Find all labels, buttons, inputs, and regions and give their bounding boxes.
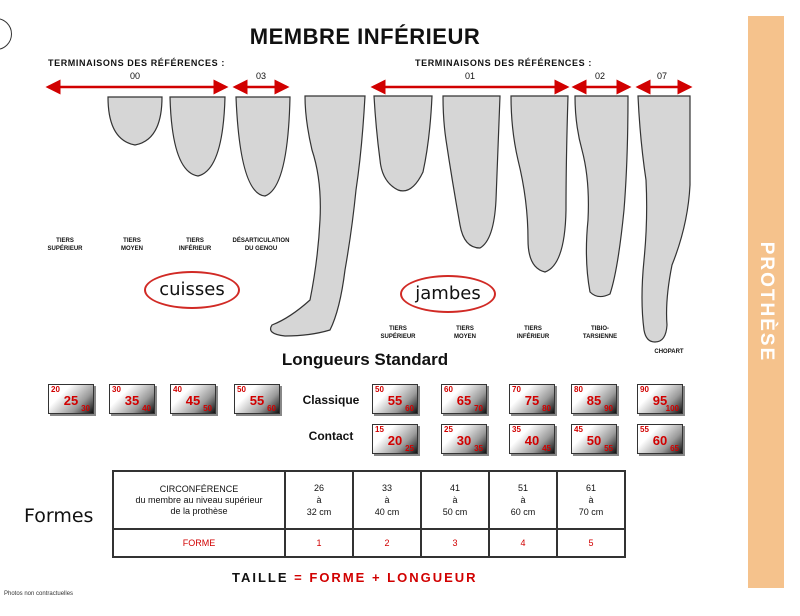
level-line: TIERS: [186, 238, 204, 244]
box-mid: 35: [124, 393, 140, 408]
circumference-range-cell: [353, 471, 421, 529]
range-line: à: [316, 495, 322, 505]
level-line: SUPÉRIEUR: [380, 334, 416, 340]
level-line: TIBIO-: [591, 326, 609, 332]
box-max: 40: [142, 404, 151, 413]
range-line: 50 cm: [442, 507, 468, 517]
footnote: Photos non contractuelles: [4, 591, 74, 597]
stump-jambe-tiers-moyen: [443, 96, 500, 248]
box-min: 55: [640, 425, 649, 434]
length-box-contact: [637, 424, 683, 454]
forme-number-cell: 1: [285, 529, 353, 557]
longueurs-title: Longueurs Standard: [281, 350, 449, 369]
stump-tiers-superieur: [108, 97, 162, 145]
range-line: à: [452, 495, 458, 505]
terminaisons-label-right: TERMINAISONS DES RÉFÉRENCES :: [415, 58, 592, 68]
level-label-thigh-1: [30, 237, 100, 253]
range-line: 26: [313, 483, 324, 493]
box-mid: 55: [249, 393, 265, 408]
formula-taille: TAILLE: [232, 570, 289, 585]
box-mid: 60: [652, 433, 668, 448]
box-min: 80: [574, 385, 583, 394]
circumference-range-cell: [489, 471, 557, 529]
box-min: 20: [51, 385, 60, 394]
box-max: 90: [604, 404, 613, 413]
box-mid: 40: [524, 433, 540, 448]
level-line: SUPÉRIEUR: [47, 246, 83, 252]
level-label-leg-2: [432, 325, 498, 341]
formula-equals: =: [294, 570, 304, 585]
level-line: DU GENOU: [244, 246, 278, 252]
jambes-oval: jambes: [400, 275, 496, 313]
range-line: à: [520, 495, 526, 505]
level-line: TIERS: [389, 326, 407, 332]
forme-number-cell: 3: [421, 529, 489, 557]
formes-label: Formes: [24, 505, 94, 527]
box-max: 100: [665, 404, 679, 413]
range-line: 40 cm: [374, 507, 400, 517]
box-max: 35: [474, 444, 483, 453]
circ-header-line: CIRCONFÉRENCE: [159, 483, 239, 494]
level-line: TIERS: [456, 326, 474, 332]
box-mid: 50: [586, 433, 602, 448]
side-tab-label: PROTHÈSE: [756, 241, 777, 363]
level-label-thigh-4: [223, 237, 299, 253]
stump-jambe-tiers-superieur: [374, 96, 432, 191]
box-min: 45: [574, 425, 583, 434]
length-box-thigh: [170, 384, 216, 414]
level-label-leg-4: [567, 325, 633, 341]
level-label-thigh-3: [160, 237, 230, 253]
level-line: TARSIENNE: [582, 334, 618, 340]
box-min: 50: [237, 385, 246, 394]
box-mid: 45: [185, 393, 201, 408]
reference-code-03: 03: [255, 71, 266, 81]
length-box-contact: [571, 424, 617, 454]
length-box-contact: [509, 424, 555, 454]
length-box-classique: [372, 384, 418, 414]
level-line: TIERS: [56, 238, 74, 244]
length-box-thigh: [234, 384, 280, 414]
page-title: MEMBRE INFÉRIEUR: [249, 24, 481, 49]
box-mid: 65: [456, 393, 472, 408]
classique-label: Classique: [302, 393, 360, 407]
circ-header-line: du membre au niveau supérieur: [135, 494, 263, 505]
level-line: TIERS: [524, 326, 542, 332]
range-line: 70 cm: [578, 507, 604, 517]
box-min: 50: [375, 385, 384, 394]
level-label-thigh-2: [97, 237, 167, 253]
range-line: 33: [381, 483, 392, 493]
level-label-leg-3: [500, 325, 566, 341]
box-max: 60: [267, 404, 276, 413]
stump-tibio-tarsienne: [575, 96, 628, 297]
forme-number-cell: 4: [489, 529, 557, 557]
box-max: 60: [405, 404, 414, 413]
box-min: 15: [375, 425, 384, 434]
box-min: 90: [640, 385, 649, 394]
range-line: 51: [517, 483, 528, 493]
level-line: TIERS: [123, 238, 141, 244]
box-mid: 75: [524, 393, 540, 408]
stump-tiers-moyen: [170, 97, 225, 176]
stump-tiers-inferieur: [236, 97, 290, 196]
length-box-contact: [441, 424, 487, 454]
circumference-range-cell: [285, 471, 353, 529]
formula-longueur: LONGUEUR: [387, 570, 478, 585]
range-line: à: [588, 495, 594, 505]
reference-code-07: 07: [656, 71, 667, 81]
box-min: 25: [444, 425, 453, 434]
box-min: 40: [173, 385, 182, 394]
formula-forme: FORME: [309, 570, 367, 585]
box-max: 55: [604, 444, 613, 453]
level-line: INFÉRIEUR: [178, 246, 212, 252]
box-mid: 25: [63, 393, 79, 408]
range-line: à: [384, 495, 390, 505]
reference-code-00: 00: [129, 71, 140, 81]
level-line: DÉSARTICULATION: [232, 238, 290, 244]
box-mid: 30: [456, 433, 472, 448]
formula-plus: +: [371, 570, 382, 585]
level-line: CHOPART: [654, 349, 684, 355]
level-label-leg-1: [365, 325, 431, 341]
length-box-classique: [441, 384, 487, 414]
box-min: 30: [112, 385, 121, 394]
box-min: 70: [512, 385, 521, 394]
box-mid: 55: [387, 393, 403, 408]
box-min: 35: [512, 425, 521, 434]
box-max: 65: [670, 444, 679, 453]
range-line: 61: [585, 483, 596, 493]
circ-header-line: de la prothèse: [170, 505, 228, 516]
box-max: 30: [81, 404, 90, 413]
box-max: 70: [474, 404, 483, 413]
box-max: 25: [405, 444, 414, 453]
reference-code-02: 02: [594, 71, 605, 81]
range-line: 60 cm: [510, 507, 536, 517]
box-mid: 20: [387, 433, 403, 448]
range-line: 41: [449, 483, 460, 493]
box-max: 45: [542, 444, 551, 453]
forme-number-cell: 2: [353, 529, 421, 557]
circumference-range-cell: [421, 471, 489, 529]
stump-jambe-tiers-inferieur: [511, 96, 568, 272]
level-line: MOYEN: [453, 334, 476, 340]
forme-number-cell: 5: [557, 529, 625, 557]
box-max: 80: [542, 404, 551, 413]
box-max: 50: [203, 404, 212, 413]
box-mid: 85: [586, 393, 602, 408]
box-min: 60: [444, 385, 453, 394]
level-line: MOYEN: [120, 246, 143, 252]
circumference-header-cell: [113, 471, 285, 529]
forme-label-cell: FORME: [113, 529, 285, 557]
length-box-thigh: [48, 384, 94, 414]
length-box-classique: [509, 384, 555, 414]
range-line: 32 cm: [306, 507, 332, 517]
stump-chopart: [638, 96, 690, 342]
reference-code-01: 01: [464, 71, 475, 81]
length-box-classique: [637, 384, 683, 414]
circumference-range-cell: [557, 471, 625, 529]
length-box-classique: [571, 384, 617, 414]
length-box-contact: [372, 424, 418, 454]
level-line: INFÉRIEUR: [516, 334, 550, 340]
contact-label: Contact: [308, 429, 354, 443]
formes-table: [112, 470, 626, 558]
cuisses-oval: cuisses: [144, 271, 240, 309]
size-formula: [232, 570, 478, 585]
box-mid: 95: [652, 393, 668, 408]
length-box-thigh: [109, 384, 155, 414]
terminaisons-label-left: TERMINAISONS DES RÉFÉRENCES :: [48, 58, 225, 68]
